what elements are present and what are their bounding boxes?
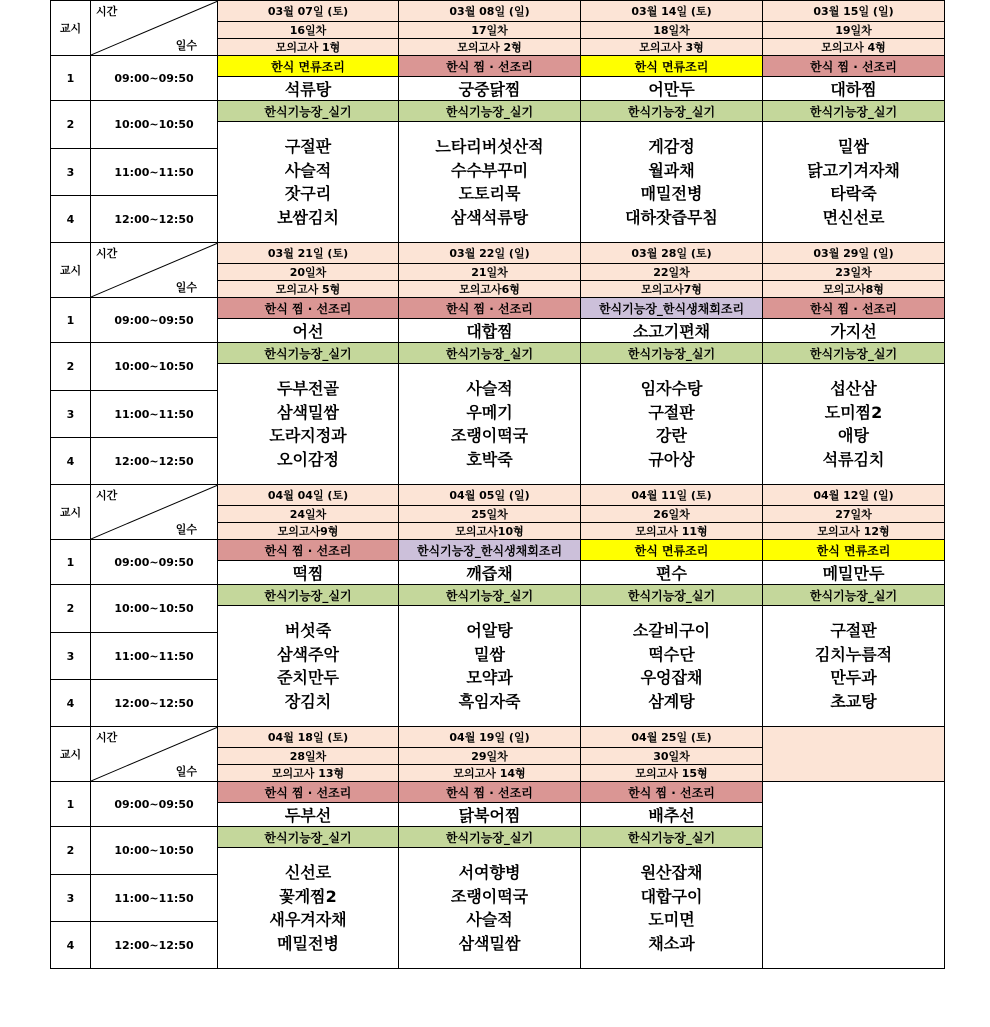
dish-name: 도미면	[648, 910, 695, 929]
dish-name: 궁중닭찜	[399, 77, 581, 101]
session-category: 한식 면류조리	[218, 56, 399, 77]
dish-name: 규아상	[648, 449, 695, 469]
dish-name: 장김치	[284, 691, 332, 711]
dish-name: 조랭이떡국	[450, 886, 529, 906]
period-header: 교시	[51, 243, 91, 298]
period-time: 10:00~10:50	[91, 343, 218, 391]
dish-name: 사슬적	[466, 379, 513, 398]
session-category: 한식기능장_실기	[581, 343, 763, 364]
dish-name: 준치만두	[277, 668, 339, 687]
dish-name: 타락죽	[830, 184, 877, 203]
dish-name: 삼색밀쌈	[458, 933, 521, 953]
mock-exam-cell: 모의고사 15형	[581, 765, 763, 782]
period-time: 10:00~10:50	[91, 585, 218, 633]
date-cell: 03월 07일 (토)	[218, 1, 399, 22]
dish-name: 밀쌈	[474, 644, 505, 664]
dish-name: 메밀만두	[763, 561, 945, 585]
dish-list	[763, 364, 945, 485]
dish-name: 메밀전병	[277, 933, 339, 953]
day-count-cell: 26일차	[581, 506, 763, 523]
dish-name: 석류탕	[218, 77, 399, 101]
day-count-header: 일수	[175, 765, 197, 778]
session-category: 한식기능장_실기	[218, 101, 399, 122]
dish-name: 어알탕	[466, 621, 513, 640]
day-count-header: 일수	[175, 281, 197, 294]
period-number: 1	[51, 298, 91, 343]
mock-exam-cell: 모의고사 4형	[763, 39, 945, 56]
period-number: 3	[51, 149, 91, 196]
dish-name: 어선	[218, 319, 399, 343]
period-number: 1	[51, 540, 91, 585]
dish-name: 원산잡채	[640, 863, 703, 882]
dish-name: 보쌈김치	[277, 207, 339, 227]
day-count-header: 일수	[175, 39, 197, 52]
day-count-cell: 23일차	[763, 264, 945, 281]
dish-name: 구절판	[830, 621, 877, 640]
mock-exam-cell: 모의고사9형	[218, 523, 399, 540]
dish-name: 우메기	[466, 402, 513, 422]
day-count-cell: 20일차	[218, 264, 399, 281]
date-cell: 04월 12일 (일)	[763, 485, 945, 506]
time-day-corner	[91, 1, 218, 56]
dish-name: 임자수탕	[640, 379, 703, 398]
dish-name: 서여향병	[458, 863, 521, 882]
mock-exam-cell: 모의고사 2형	[399, 39, 581, 56]
day-count-cell: 19일차	[763, 22, 945, 39]
dish-name: 삼계탕	[648, 691, 695, 711]
dish-list	[581, 122, 763, 243]
dish-name: 우엉잡채	[640, 668, 703, 687]
date-cell: 03월 22일 (일)	[399, 243, 581, 264]
dish-name: 애탕	[838, 426, 869, 445]
date-cell: 04월 05일 (일)	[399, 485, 581, 506]
day-count-cell: 30일차	[581, 748, 763, 765]
dish-name: 면신선로	[822, 207, 885, 227]
dish-name: 사슬적	[284, 160, 332, 180]
session-category: 한식 찜 · 선조리	[399, 56, 581, 77]
period-header: 교시	[51, 727, 91, 782]
session-category: 한식 찜 · 선조리	[218, 298, 399, 319]
period-time: 11:00~11:50	[91, 875, 218, 922]
dish-name: 대하잣즙무침	[625, 207, 718, 227]
period-number: 2	[51, 827, 91, 875]
mock-exam-cell: 모의고사 13형	[218, 765, 399, 782]
period-number: 3	[51, 875, 91, 922]
dish-name: 깨즙채	[399, 561, 581, 585]
dish-name: 수수부꾸미	[450, 160, 529, 180]
dish-name: 만두과	[830, 668, 877, 687]
dish-name: 꽃게찜2	[279, 886, 337, 906]
period-time: 12:00~12:50	[91, 680, 218, 727]
session-category: 한식기능장_실기	[763, 101, 945, 122]
dish-name: 모약과	[466, 668, 513, 687]
mock-exam-cell: 모의고사 1형	[218, 39, 399, 56]
dish-name: 호박죽	[466, 449, 513, 469]
date-cell: 03월 08일 (일)	[399, 1, 581, 22]
dish-name: 소갈비구이	[632, 621, 711, 640]
period-time: 09:00~09:50	[91, 540, 218, 585]
day-count-cell: 17일차	[399, 22, 581, 39]
dish-name: 삼색석류탕	[450, 207, 529, 227]
period-number: 2	[51, 343, 91, 391]
period-time: 09:00~09:50	[91, 782, 218, 827]
time-header: 시간	[96, 489, 118, 502]
session-category: 한식 찜 · 선조리	[218, 540, 399, 561]
dish-name: 도미찜2	[824, 402, 883, 422]
period-time: 12:00~12:50	[91, 196, 218, 243]
empty-header-cell	[763, 727, 945, 782]
dish-name: 조랭이떡국	[450, 426, 529, 445]
session-category: 한식 찜 · 선조리	[581, 782, 763, 803]
dish-name: 밀쌈	[838, 137, 869, 156]
dish-name: 도토리묵	[458, 184, 521, 203]
date-cell: 04월 04일 (토)	[218, 485, 399, 506]
time-day-corner	[91, 485, 218, 540]
dish-name: 오이감정	[277, 449, 339, 469]
day-count-header: 일수	[175, 523, 197, 536]
mock-exam-cell: 모의고사 3형	[581, 39, 763, 56]
dish-name: 두부전골	[277, 379, 339, 398]
dish-name: 배추선	[581, 803, 763, 827]
mock-exam-cell: 모의고사 5형	[218, 281, 399, 298]
session-category: 한식기능장_실기	[218, 585, 399, 606]
dish-list	[581, 848, 763, 969]
dish-name: 사슬적	[466, 910, 513, 929]
dish-name: 두부선	[218, 803, 399, 827]
dish-name: 도라지정과	[269, 426, 347, 445]
session-category: 한식 찜 · 선조리	[763, 298, 945, 319]
session-category: 한식기능장_실기	[399, 101, 581, 122]
date-cell: 03월 28일 (토)	[581, 243, 763, 264]
schedule-table	[50, 0, 945, 969]
period-number: 3	[51, 391, 91, 438]
dish-name: 월과채	[648, 160, 695, 180]
dish-list	[399, 122, 581, 243]
dish-name: 석류김치	[822, 449, 885, 469]
dish-name: 대합구이	[640, 886, 703, 906]
period-number: 4	[51, 680, 91, 727]
dish-name: 게감정	[648, 137, 695, 156]
dish-list	[399, 606, 581, 727]
session-category: 한식기능장_한식생채회조리	[581, 298, 763, 319]
mock-exam-cell: 모의고사7형	[581, 281, 763, 298]
dish-name: 초교탕	[830, 691, 877, 711]
dish-name: 잣구리	[284, 184, 332, 203]
session-category: 한식기능장_실기	[399, 585, 581, 606]
dish-list	[218, 606, 399, 727]
date-cell: 03월 21일 (토)	[218, 243, 399, 264]
dish-name: 소고기편채	[581, 319, 763, 343]
dish-name: 삼색밀쌈	[277, 402, 339, 422]
dish-list	[581, 606, 763, 727]
dish-list	[218, 848, 399, 969]
period-number: 4	[51, 196, 91, 243]
day-count-cell: 27일차	[763, 506, 945, 523]
day-count-cell: 24일차	[218, 506, 399, 523]
dish-list	[218, 122, 399, 243]
date-cell: 04월 18일 (토)	[218, 727, 399, 748]
date-cell: 04월 25일 (토)	[581, 727, 763, 748]
dish-name: 흑임자죽	[458, 691, 521, 711]
dish-name: 대합찜	[399, 319, 581, 343]
session-category: 한식기능장_실기	[581, 585, 763, 606]
session-category: 한식 면류조리	[763, 540, 945, 561]
dish-name: 섭산삼	[830, 379, 877, 398]
date-cell: 03월 15일 (일)	[763, 1, 945, 22]
session-category: 한식기능장_실기	[218, 827, 399, 848]
day-count-cell: 18일차	[581, 22, 763, 39]
dish-name: 떡수단	[648, 644, 695, 664]
day-count-cell: 28일차	[218, 748, 399, 765]
session-category: 한식 찜 · 선조리	[399, 782, 581, 803]
dish-name: 버섯죽	[284, 621, 332, 640]
dish-name: 김치누름적	[814, 644, 893, 664]
empty-cell	[763, 782, 945, 969]
time-header: 시간	[96, 731, 118, 744]
day-count-cell: 16일차	[218, 22, 399, 39]
dish-name: 신선로	[284, 863, 332, 882]
period-header: 교시	[51, 1, 91, 56]
date-cell: 03월 29일 (일)	[763, 243, 945, 264]
dish-list	[218, 364, 399, 485]
mock-exam-cell: 모의고사8형	[763, 281, 945, 298]
period-time: 11:00~11:50	[91, 633, 218, 680]
time-header: 시간	[96, 247, 118, 260]
period-time: 09:00~09:50	[91, 298, 218, 343]
dish-name: 닭고기겨자채	[807, 160, 900, 180]
dish-list	[763, 606, 945, 727]
period-time: 10:00~10:50	[91, 827, 218, 875]
dish-name: 대하찜	[763, 77, 945, 101]
time-day-corner	[91, 727, 218, 782]
session-category: 한식 면류조리	[581, 56, 763, 77]
time-header: 시간	[96, 5, 118, 18]
session-category: 한식 찜 · 선조리	[218, 782, 399, 803]
dish-list	[399, 848, 581, 969]
day-count-cell: 22일차	[581, 264, 763, 281]
dish-name: 새우겨자채	[269, 910, 347, 929]
session-category: 한식기능장_실기	[581, 101, 763, 122]
period-number: 3	[51, 633, 91, 680]
period-number: 2	[51, 101, 91, 149]
period-number: 2	[51, 585, 91, 633]
dish-list	[581, 364, 763, 485]
mock-exam-cell: 모의고사 12형	[763, 523, 945, 540]
mock-exam-cell: 모의고사10형	[399, 523, 581, 540]
day-count-cell: 25일차	[399, 506, 581, 523]
dish-name: 매밀전병	[640, 184, 703, 203]
dish-name: 채소과	[648, 933, 695, 953]
session-category: 한식기능장_실기	[581, 827, 763, 848]
session-category: 한식 찜 · 선조리	[763, 56, 945, 77]
period-time: 10:00~10:50	[91, 101, 218, 149]
dish-name: 가지선	[763, 319, 945, 343]
date-cell: 04월 11일 (토)	[581, 485, 763, 506]
period-number: 1	[51, 56, 91, 101]
period-time: 12:00~12:50	[91, 438, 218, 485]
dish-name: 편수	[581, 561, 763, 585]
session-category: 한식 찜 · 선조리	[399, 298, 581, 319]
dish-name: 어만두	[581, 77, 763, 101]
dish-name: 구절판	[648, 402, 695, 422]
dish-list	[763, 122, 945, 243]
mock-exam-cell: 모의고사 11형	[581, 523, 763, 540]
dish-name: 닭북어찜	[399, 803, 581, 827]
session-category: 한식 면류조리	[581, 540, 763, 561]
period-number: 1	[51, 782, 91, 827]
session-category: 한식기능장_실기	[763, 343, 945, 364]
period-header: 교시	[51, 485, 91, 540]
session-category: 한식기능장_실기	[763, 585, 945, 606]
dish-name: 삼색주악	[277, 644, 339, 664]
dish-name: 강란	[656, 426, 687, 445]
session-category: 한식기능장_실기	[218, 343, 399, 364]
time-day-corner	[91, 243, 218, 298]
period-time: 11:00~11:50	[91, 149, 218, 196]
period-time: 12:00~12:50	[91, 922, 218, 969]
mock-exam-cell: 모의고사 14형	[399, 765, 581, 782]
session-category: 한식기능장_한식생채회조리	[399, 540, 581, 561]
period-number: 4	[51, 438, 91, 485]
date-cell: 04월 19일 (일)	[399, 727, 581, 748]
period-number: 4	[51, 922, 91, 969]
date-cell: 03월 14일 (토)	[581, 1, 763, 22]
session-category: 한식기능장_실기	[399, 827, 581, 848]
dish-list	[399, 364, 581, 485]
period-time: 09:00~09:50	[91, 56, 218, 101]
dish-name: 떡찜	[218, 561, 399, 585]
period-time: 11:00~11:50	[91, 391, 218, 438]
day-count-cell: 21일차	[399, 264, 581, 281]
dish-name: 느타리버섯산적	[435, 137, 544, 156]
day-count-cell: 29일차	[399, 748, 581, 765]
session-category: 한식기능장_실기	[399, 343, 581, 364]
mock-exam-cell: 모의고사6형	[399, 281, 581, 298]
dish-name: 구절판	[284, 137, 332, 156]
